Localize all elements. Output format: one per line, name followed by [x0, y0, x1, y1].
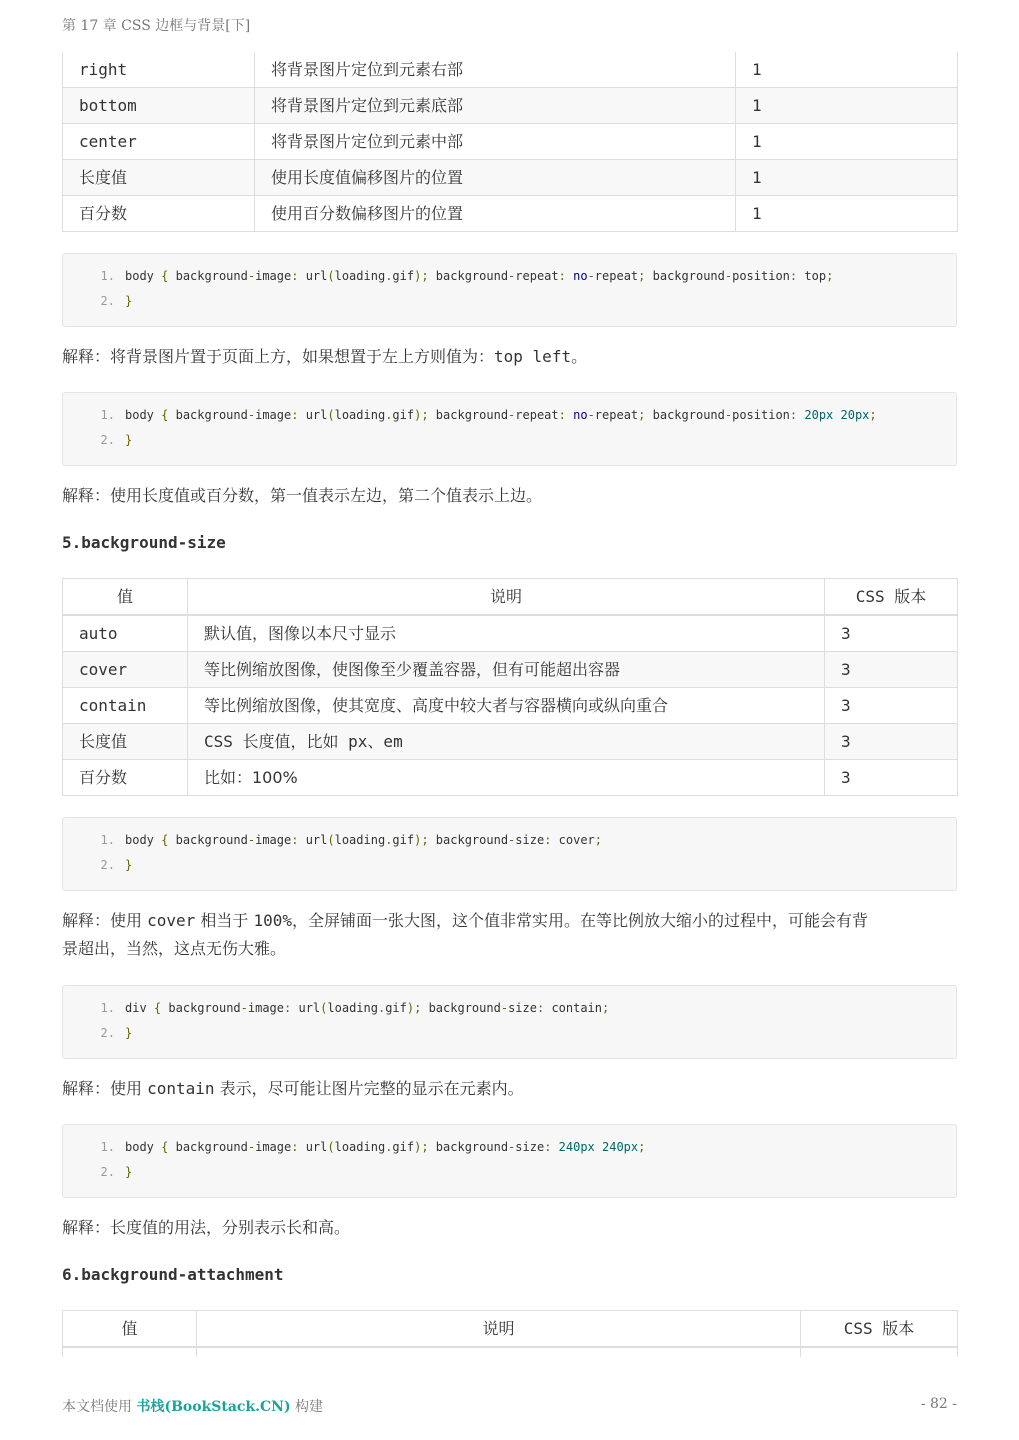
- code-line: 1. body { background-image: url(loading.gif); background-size: 240px 240px;: [63, 1137, 956, 1162]
- code-line: 2. }: [63, 1023, 956, 1048]
- header-version: CSS 版本: [825, 579, 958, 616]
- table-row: [63, 124, 958, 160]
- desc-cell: 使用长度值偏移图片的位置: [255, 160, 736, 196]
- inline-code: contain: [147, 1079, 215, 1098]
- table-row: [63, 615, 958, 652]
- desc-cell: 将背景图片定位到元素右部: [255, 52, 736, 88]
- code-block: [62, 253, 957, 327]
- code-line: 2. }: [63, 855, 956, 880]
- desc-cell: 将背景图片定位到元素底部: [255, 88, 736, 124]
- value-cell: 长度值: [63, 724, 188, 760]
- inline-code: 100%: [253, 911, 292, 930]
- desc-cell: 等比例缩放图像，使其宽度、高度中较大者与容器横向或纵向重合: [188, 688, 825, 724]
- header-desc: 说明: [197, 1311, 801, 1348]
- value-cell: center: [63, 124, 255, 160]
- desc-cell: 等比例缩放图像，使图像至少覆盖容器，但有可能超出容器: [188, 652, 825, 688]
- page-header: 第 17 章 CSS 边框与背景[下]: [62, 18, 251, 34]
- header-value: 值: [63, 1311, 197, 1348]
- inline-code: cover: [147, 911, 196, 930]
- value-cell: bottom: [63, 88, 255, 124]
- table-row: [63, 88, 958, 124]
- value-cell: cover: [63, 652, 188, 688]
- desc-cell: 使用百分数偏移图片的位置: [255, 196, 736, 232]
- code-line: 1. body { background-image: url(loading.gif); background-repeat: no-repeat; background-position: 20px 20px;: [63, 405, 956, 430]
- explanation-paragraph: 解释：将背景图片置于页面上方，如果想置于左上方则值为：top left。: [62, 347, 588, 366]
- version-cell: 3: [825, 760, 958, 796]
- explanation-paragraph: 解释：使用 cover 相当于 100%，全屏铺面一张大图，这个值非常实用。在等比例放大缩小的过程中，可能会有背 景超出，当然，这点无伤大雅。: [62, 911, 868, 958]
- table-header-row: [63, 1311, 958, 1348]
- table-row: [63, 52, 958, 88]
- table-row: [63, 196, 958, 232]
- explanation-paragraph: 解释：使用长度值或百分数，第一值表示左边，第二个值表示上边。: [62, 486, 543, 505]
- line-number: 1.: [100, 269, 115, 283]
- page-footer: 本文档使用 书栈(BookStack.CN) 构建 - 82 -: [62, 1396, 957, 1415]
- code-line: 2. }: [63, 291, 956, 316]
- value-cell: right: [63, 52, 255, 88]
- line-number: 2.: [100, 1026, 115, 1040]
- table-row: [63, 724, 958, 760]
- desc-cell: 将背景图片定位到元素中部: [255, 124, 736, 160]
- explanation-paragraph: 解释：长度值的用法，分别表示长和高。: [62, 1218, 351, 1237]
- code-block: [62, 985, 957, 1059]
- page-number: - 82 -: [920, 1396, 957, 1412]
- position-table: [62, 52, 958, 232]
- attachment-table: [62, 1310, 958, 1357]
- code-line: 1. body { background-image: url(loading.gif); background-repeat: no-repeat; background-position: top;: [63, 266, 956, 291]
- line-number: 1.: [100, 1140, 115, 1154]
- line-number: 1.: [100, 408, 115, 422]
- table-row: [63, 688, 958, 724]
- value-cell: 百分数: [63, 760, 188, 796]
- code-line: 2. }: [63, 1162, 956, 1187]
- version-cell: 1: [736, 124, 958, 160]
- version-cell: 3: [825, 615, 958, 652]
- version-cell: 1: [736, 160, 958, 196]
- size-table: [62, 578, 958, 796]
- value-cell: 百分数: [63, 196, 255, 232]
- code-block: [62, 1124, 957, 1198]
- desc-cell: 比如：100%: [188, 760, 825, 796]
- section-heading: 6.background-attachment: [62, 1265, 284, 1284]
- inline-code: top left: [494, 347, 572, 366]
- code-line: 1. div { background-image: url(loading.gif); background-size: contain;: [63, 998, 956, 1023]
- code-line: 1. body { background-image: url(loading.gif); background-size: cover;: [63, 830, 956, 855]
- version-cell: 1: [736, 196, 958, 232]
- version-cell: 1: [736, 52, 958, 88]
- table-row: [63, 1347, 958, 1357]
- footer-brand-link[interactable]: 书栈(BookStack.CN): [136, 1399, 291, 1415]
- line-number: 2.: [100, 858, 115, 872]
- header-desc: 说明: [188, 579, 825, 616]
- explanation-paragraph: 解释：使用 contain 表示，尽可能让图片完整的显示在元素内。: [62, 1079, 524, 1098]
- table-row: [63, 652, 958, 688]
- line-number: 2.: [100, 1165, 115, 1179]
- version-cell: 3: [825, 724, 958, 760]
- value-cell: 长度值: [63, 160, 255, 196]
- table-row: [63, 760, 958, 796]
- version-cell: 3: [825, 688, 958, 724]
- line-number: 1.: [100, 833, 115, 847]
- version-cell: 1: [736, 88, 958, 124]
- version-cell: 3: [825, 652, 958, 688]
- line-number: 1.: [100, 1001, 115, 1015]
- table-header-row: [63, 579, 958, 616]
- section-heading: 5.background-size: [62, 533, 226, 552]
- header-version: CSS 版本: [801, 1311, 958, 1348]
- line-number: 2.: [100, 294, 115, 308]
- desc-cell: CSS 长度值，比如 px、em: [188, 724, 825, 760]
- code-block: [62, 817, 957, 891]
- header-value: 值: [63, 579, 188, 616]
- desc-cell: 默认值，图像以本尺寸显示: [188, 615, 825, 652]
- code-line: 2. }: [63, 430, 956, 455]
- page-content: [62, 52, 957, 1357]
- code-block: [62, 392, 957, 466]
- table-row: [63, 160, 958, 196]
- value-cell: contain: [63, 688, 188, 724]
- line-number: 2.: [100, 433, 115, 447]
- value-cell: auto: [63, 615, 188, 652]
